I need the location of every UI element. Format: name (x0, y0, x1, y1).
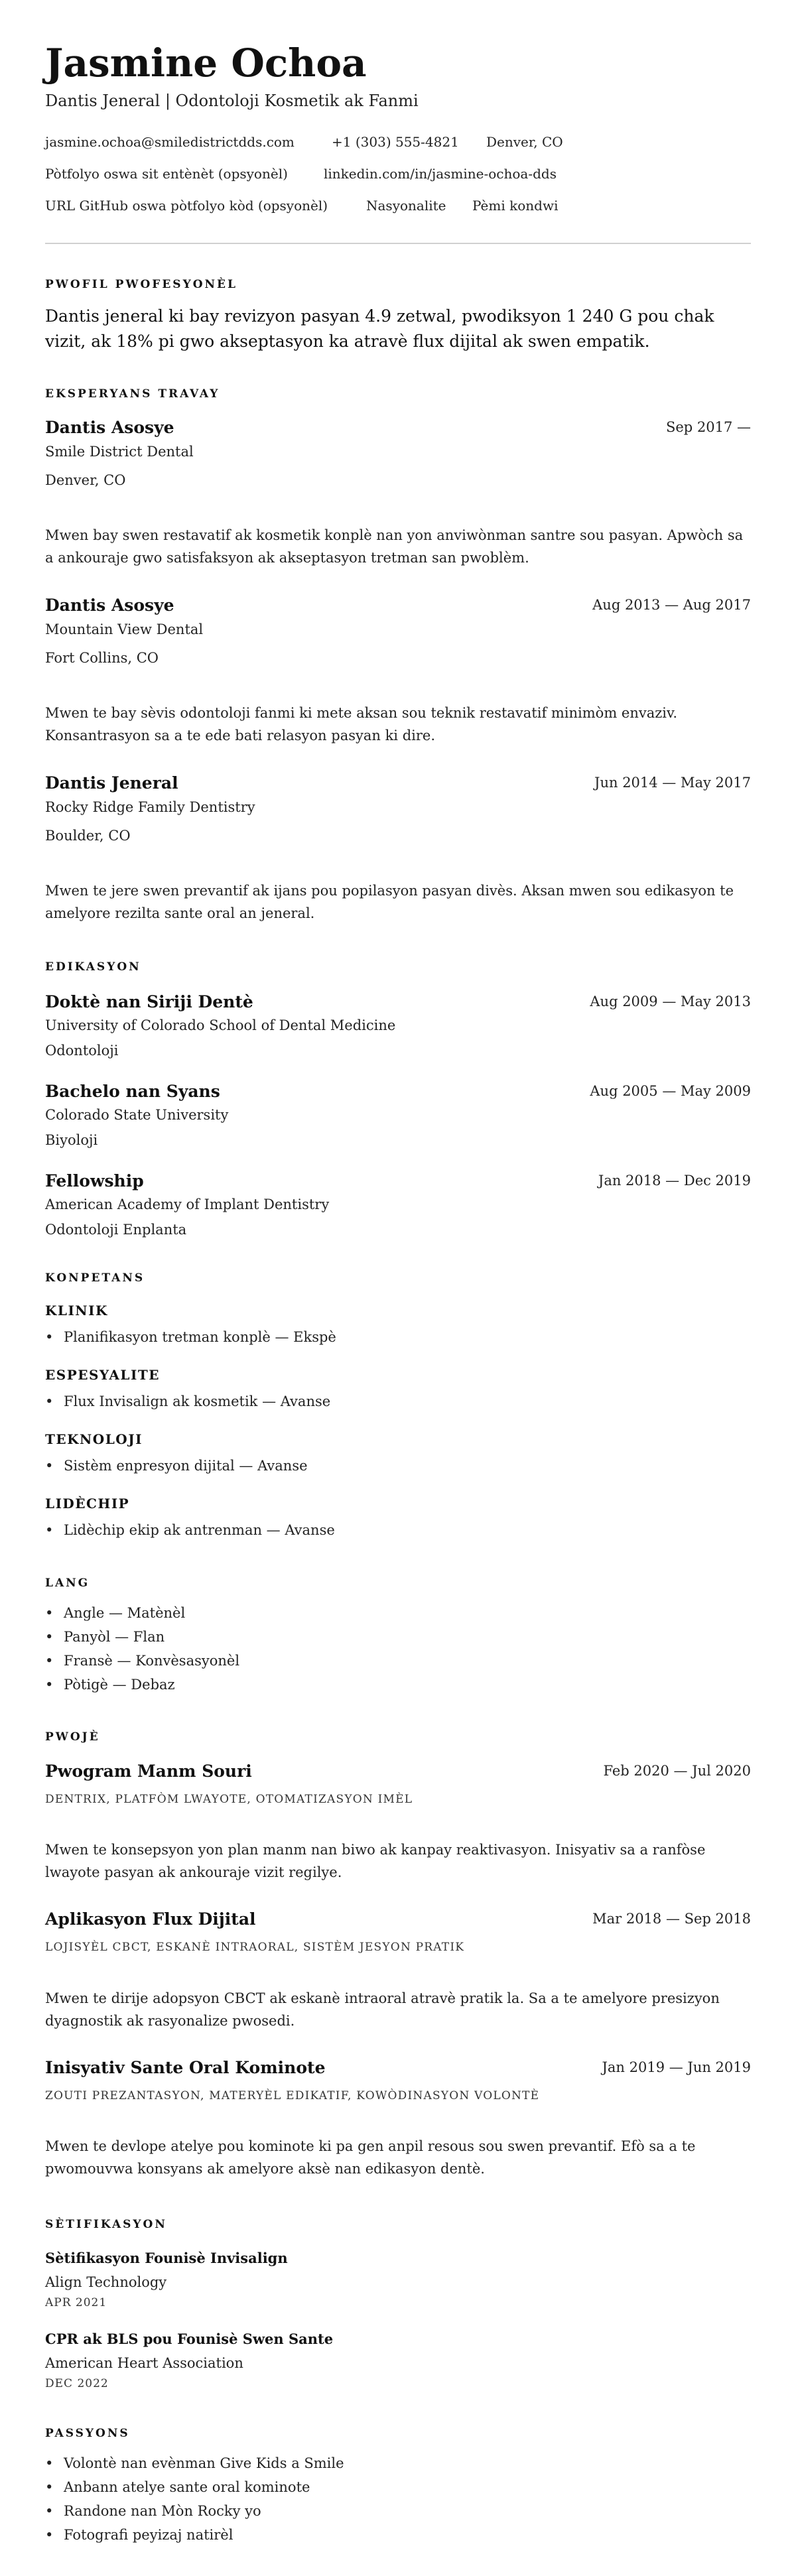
interest-item (45, 2478, 310, 2496)
job-dates: Jun 2014 — May 2017 (594, 775, 751, 791)
education-degree: Bachelo nan Syans (45, 1082, 220, 1101)
bullet-icon: • (45, 2527, 54, 2543)
contact-portfolio[interactable]: Pòtfolyo oswa sit entènèt (opsyonèl) (45, 166, 288, 182)
job-dates: Sep 2017 — (665, 419, 751, 435)
projects-heading: PWOJÈ (45, 1730, 100, 1744)
project-description: Mwen te dirije adopsyon CBCT ak eskanè intraoral atravè pratik la. Sa a te amelyore presizyon dyagnostik ak rasyonalize pwosedi. (45, 1990, 720, 2029)
certifications-heading: SÈTIFIKASYON (45, 2218, 167, 2231)
bullet-icon: • (45, 1605, 54, 1621)
skill-item-label: Planifikasyon tretman konplè — Ekspè (64, 1329, 336, 1345)
education-dates: Aug 2005 — May 2009 (590, 1083, 751, 1099)
skill-group-title: KLINIK (45, 1303, 108, 1319)
certification-name: CPR ak BLS pou Founisè Swen Sante (45, 2331, 334, 2347)
certification-date: DEC 2022 (45, 2377, 109, 2390)
education-degree: Doktè nan Siriji Dentè (45, 992, 253, 1011)
job-title: Dantis Asosye (45, 596, 174, 615)
project-title: Aplikasyon Flux Dijital (45, 1909, 256, 1929)
language-label: Pòtigè — Debaz (64, 1677, 175, 1693)
language-item (45, 1628, 165, 1646)
job-description: Mwen te bay sèvis odontoloji fanmi ki mete aksan sou teknik restavatif minimòm envaziv. Konsantrasyon sa a te ede bati relasyon pasyan ki dire. (45, 705, 678, 743)
project-dates: Jan 2019 — Jun 2019 (602, 2059, 751, 2075)
interest-label: Randone nan Mòn Rocky yo (64, 2503, 261, 2519)
contact-github[interactable]: URL GitHub oswa pòtfolyo kòd (opsyonèl) (45, 198, 328, 214)
project-tags: DENTRIX, PLATFÒM LWAYOTE, OTOMATIZASYON IMÈL (45, 1793, 413, 1806)
bullet-icon: • (45, 1393, 54, 1409)
contact-nationality: Nasyonalite (366, 198, 446, 214)
interests-heading: PASSYONS (45, 2427, 130, 2440)
job-location: Denver, CO (45, 472, 126, 488)
education-dates: Jan 2018 — Dec 2019 (598, 1173, 751, 1189)
skill-item-label: Flux Invisalign ak kosmetik — Avanse (64, 1393, 331, 1409)
candidate-name: Jasmine Ochoa (45, 40, 367, 86)
job-title: Dantis Jeneral (45, 773, 178, 793)
job-title: Dantis Asosye (45, 418, 174, 437)
project-dates: Mar 2018 — Sep 2018 (592, 1911, 751, 1927)
project-tags: LOJISYÈL CBCT, ESKANÈ INTRAORAL, SISTÈM JESYON PRATIK (45, 1941, 465, 1954)
education-field: Odontoloji Enplanta (45, 1222, 187, 1238)
job-description: Mwen bay swen restavatif ak kosmetik konplè nan yon anviwònman santre sou pasyan. Apwòch sa a ankouraje gwo satisfaksyon ak akseptasyon tretman san pwoblèm. (45, 527, 744, 566)
education-school: American Academy of Implant Dentistry (45, 1196, 330, 1212)
language-item (45, 1604, 185, 1622)
bullet-icon: • (45, 1458, 54, 1474)
certification-date: APR 2021 (45, 2296, 107, 2309)
project-tags: ZOUTI PREZANTASYON, MATERYÈL EDIKATIF, KOWÒDINASYON VOLONTÈ (45, 2089, 540, 2102)
languages-heading: LANG (45, 1577, 90, 1590)
bullet-icon: • (45, 2503, 54, 2519)
job-company: Smile District Dental (45, 444, 194, 460)
education-field: Odontoloji (45, 1043, 119, 1059)
contact-location: Denver, CO (486, 134, 563, 150)
language-item (45, 1675, 175, 1694)
bullet-icon: • (45, 2455, 54, 2471)
job-company: Rocky Ridge Family Dentistry (45, 799, 255, 815)
interest-item (45, 2526, 233, 2544)
bullet-icon: • (45, 1522, 54, 1538)
certification-issuer: Align Technology (45, 2274, 167, 2290)
project-title: Inisyativ Sante Oral Kominote (45, 2058, 326, 2077)
interest-label: Fotografi peyizaj natirèl (64, 2527, 233, 2543)
skills-heading: KONPETANS (45, 1271, 145, 1285)
skill-item (45, 1521, 335, 1539)
bullet-icon: • (45, 1677, 54, 1693)
contact-drivers-license: Pèmi kondwi (472, 198, 559, 214)
summary-heading: PWOFIL PWOFESYONÈL (45, 278, 237, 291)
interest-label: Anbann atelye sante oral kominote (64, 2479, 310, 2495)
education-degree: Fellowship (45, 1171, 144, 1191)
project-dates: Feb 2020 — Jul 2020 (603, 1763, 751, 1779)
skill-group-title: TEKNOLOJI (45, 1431, 143, 1447)
project-description: Mwen te devlope atelye pou kominote ki pa gen anpil resous sou swen prevantif. Efò sa a te pwomouvwa konsyans ak amelyore aksè nan edikasyon dentè. (45, 2138, 696, 2177)
language-label: Panyòl — Flan (64, 1629, 165, 1645)
experience-heading: EKSPERYANS TRAVAY (45, 387, 220, 401)
project-description: Mwen te konsepsyon yon plan manm nan biwo ak kanpay reaktivasyon. Inisyativ sa a ranfòse lwayote pasyan ak ankouraje vizit regilye. (45, 1842, 706, 1880)
contact-email[interactable]: jasmine.ochoa@smiledistrictdds.com (45, 134, 295, 150)
skill-item (45, 1328, 336, 1346)
interest-label: Volontè nan evènman Give Kids a Smile (64, 2455, 344, 2471)
certification-name: Sètifikasyon Founisè Invisalign (45, 2250, 288, 2266)
job-location: Fort Collins, CO (45, 650, 159, 666)
interest-item (45, 2454, 344, 2473)
candidate-headline: Dantis Jeneral | Odontoloji Kosmetik ak Fanmi (45, 92, 419, 110)
job-dates: Aug 2013 — Aug 2017 (592, 597, 751, 613)
skill-group-title: ESPESYALITE (45, 1367, 160, 1383)
bullet-icon: • (45, 1629, 54, 1645)
skill-group-title: LIDÈCHIP (45, 1496, 130, 1512)
job-location: Boulder, CO (45, 828, 131, 844)
job-description: Mwen te jere swen prevantif ak ijans pou popilasyon pasyan divès. Aksan mwen sou edikasyon te amelyore rezilta sante oral an jeneral. (45, 883, 734, 921)
skill-item-label: Sistèm enpresyon dijital — Avanse (64, 1458, 308, 1474)
education-dates: Aug 2009 — May 2013 (590, 994, 751, 1009)
contact-phone[interactable]: +1 (303) 555-4821 (332, 134, 459, 150)
language-label: Angle — Matènèl (64, 1605, 186, 1621)
language-item (45, 1651, 239, 1670)
language-label: Fransè — Konvèsasyonèl (64, 1653, 240, 1669)
contact-linkedin[interactable]: linkedin.com/in/jasmine-ochoa-dds (324, 166, 557, 182)
certification-issuer: American Heart Association (45, 2355, 243, 2371)
job-company: Mountain View Dental (45, 621, 204, 637)
education-school: University of Colorado School of Dental Medicine (45, 1017, 396, 1033)
bullet-icon: • (45, 1653, 54, 1669)
skill-item (45, 1456, 308, 1475)
bullet-icon: • (45, 2479, 54, 2495)
education-school: Colorado State University (45, 1107, 229, 1123)
interest-item (45, 2502, 261, 2520)
bullet-icon: • (45, 1329, 54, 1345)
project-title: Pwogram Manm Souri (45, 1762, 252, 1781)
skill-item (45, 1392, 330, 1411)
education-field: Biyoloji (45, 1132, 98, 1148)
skill-item-label: Lidèchip ekip ak antrenman — Avanse (64, 1522, 335, 1538)
education-heading: EDIKASYON (45, 960, 141, 974)
header-divider (45, 243, 751, 244)
summary-text: Dantis jeneral ki bay revizyon pasyan 4.9 zetwal, pwodiksyon 1 240 G pou chak vizit, ak 18% pi gwo akseptasyon ka atravè flux dijital ak swen empatik. (45, 306, 714, 351)
